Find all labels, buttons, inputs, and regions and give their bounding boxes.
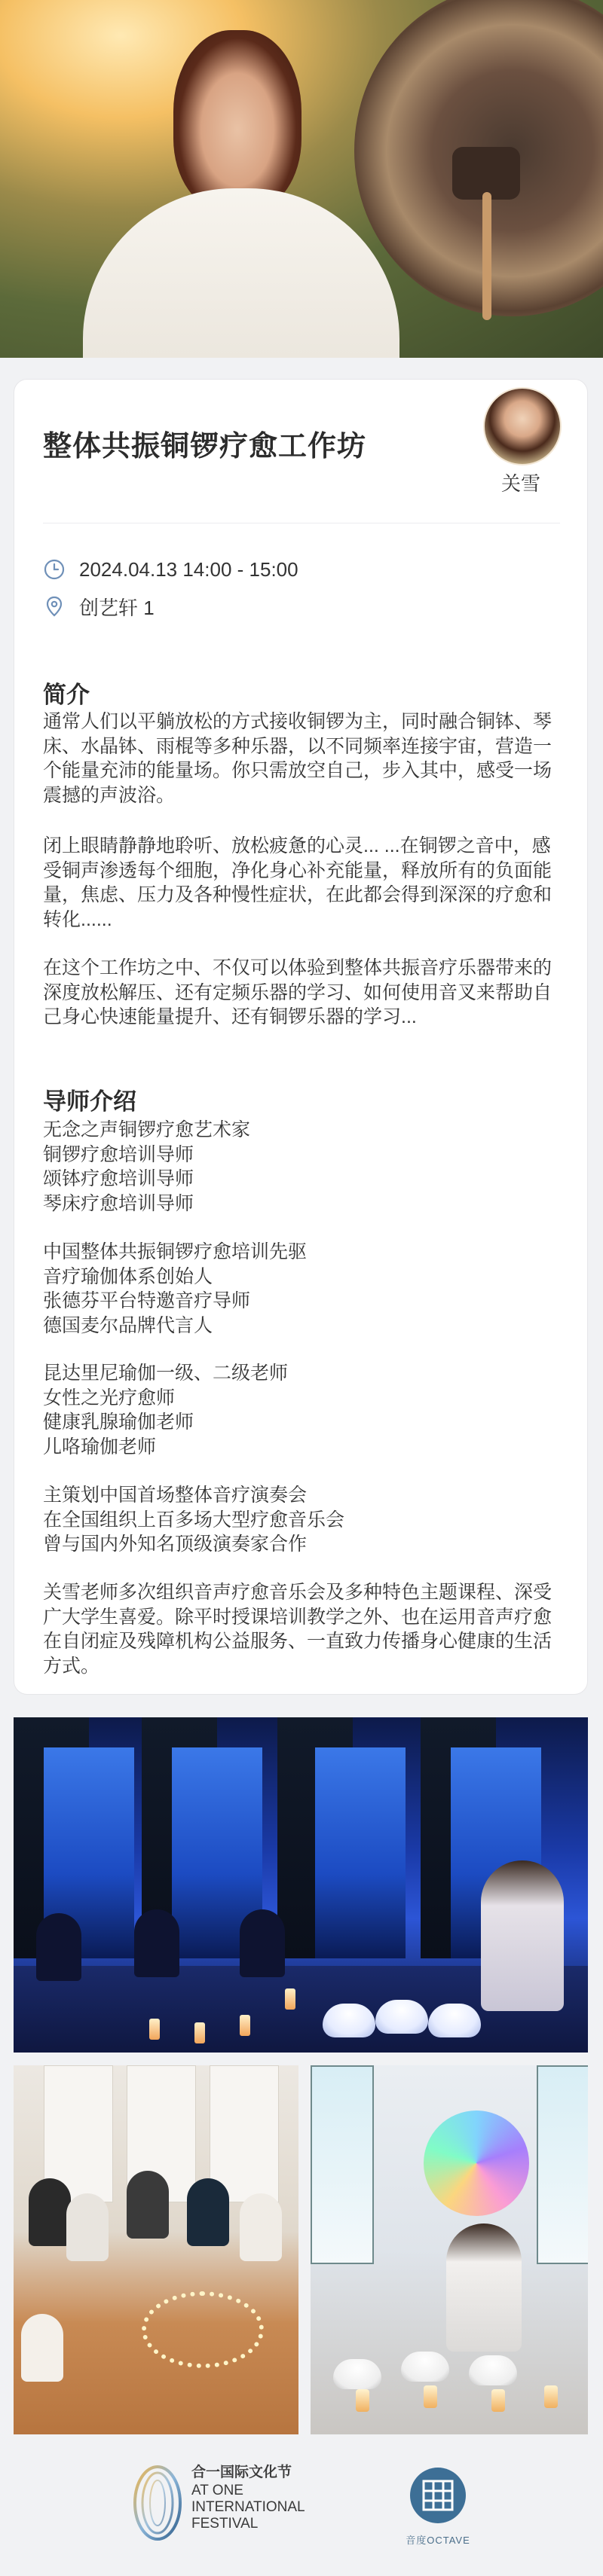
mentor-line: 健康乳腺瑜伽老师 xyxy=(43,1412,194,1433)
event-time-row xyxy=(43,557,298,582)
host-robe xyxy=(83,188,399,358)
candle xyxy=(194,2022,205,2043)
audience-member xyxy=(134,1909,179,1977)
participant xyxy=(29,2178,71,2246)
event-location: 创艺轩 1 xyxy=(79,596,155,619)
event-datetime: 2024.04.13 14:00 - 15:00 xyxy=(79,557,298,581)
singing-bowl xyxy=(428,2004,481,2037)
mentor-line: 曾与国内外知名顶级演奏家合作 xyxy=(43,1534,308,1555)
host-avatar[interactable] xyxy=(483,387,562,465)
candle xyxy=(240,2015,250,2036)
candle xyxy=(491,2389,505,2412)
mentor-line: 昆达里尼瑜伽一级、二级老师 xyxy=(43,1363,289,1384)
mentor-closing: 关雪老师多次组织音声疗愈音乐会及多种特色主题课程、深受广大学生喜爱。除平时授课培训教学之外、也在运用音声疗愈在自闭症及残障机构公益服务、一直致力传播身心健康的生活方式。 xyxy=(43,1582,552,1677)
mentor-group xyxy=(43,1240,562,1338)
octave-logo xyxy=(407,2466,469,2525)
mentor-line: 音疗瑜伽体系创始人 xyxy=(43,1265,213,1287)
mentor-line: 颂钵疗愈培训导师 xyxy=(43,1168,194,1189)
singing-bowl xyxy=(375,2000,428,2034)
workshop-circle-photo xyxy=(14,2065,298,2434)
participant xyxy=(187,2178,229,2246)
mentor-line: 张德芬平台特邀音疗导师 xyxy=(43,1290,251,1311)
crystal-disc xyxy=(424,2111,529,2216)
location-pin-icon xyxy=(43,595,66,618)
intro-paragraph: 通常人们以平躺放松的方式接收铜锣为主，同时融合铜钵、琴床、水晶钵、雨棍等多种乐器，以不同频率连接宇宙，营造一个能量充沛的能量场。你只需放空自己，步入其中，感受一场震撼的声波浴。 xyxy=(43,711,552,806)
singing-bowl xyxy=(401,2352,449,2382)
intro-heading: 简介 xyxy=(43,682,90,708)
mentor-line: 铜锣疗愈培训导师 xyxy=(43,1143,194,1165)
hero-photo xyxy=(0,0,603,358)
mentor-line: 在全国组织上百多场大型疗愈音乐会 xyxy=(43,1509,345,1531)
mentor-group xyxy=(43,1361,562,1459)
candle xyxy=(356,2389,369,2412)
mentor-line: 德国麦尔品牌代言人 xyxy=(43,1314,213,1336)
intro-paragraph: 在这个工作坊之中、不仅可以体验到整体共振音疗乐器带来的深度放松解压、还有定频乐器的学习、如何使用音叉来帮助自己身心快速能量提升、还有铜锣乐器的学习... xyxy=(43,957,552,1027)
host-name[interactable]: 关雪 xyxy=(500,472,540,495)
audience-member xyxy=(36,1913,81,1981)
participant xyxy=(66,2193,109,2261)
participant xyxy=(21,2314,63,2382)
mentor-line: 无念之声铜锣疗愈艺术家 xyxy=(43,1119,251,1140)
audience-member xyxy=(240,1909,285,1977)
octave-caption: 音度OCTAVE xyxy=(406,2535,470,2546)
mentor-line: 主策划中国首场整体音疗演奏会 xyxy=(43,1485,308,1506)
logo-en-line: FESTIVAL xyxy=(191,2516,259,2532)
singing-bowl xyxy=(469,2355,517,2385)
mentor-line: 琴床疗愈培训导师 xyxy=(43,1192,194,1214)
candle xyxy=(544,2385,558,2408)
blue-light xyxy=(315,1747,406,1958)
candle xyxy=(424,2385,437,2408)
mallet-handle xyxy=(482,192,491,320)
singing-bowl xyxy=(323,2004,375,2037)
mentor-line: 儿咯瑜伽老师 xyxy=(43,1436,157,1457)
mentor-heading: 导师介绍 xyxy=(43,1088,136,1115)
participant xyxy=(127,2171,169,2239)
performer xyxy=(446,2223,522,2352)
performer xyxy=(481,1860,564,2011)
logo-zh-name: 合一国际文化节 xyxy=(191,2465,292,2480)
singing-bowl xyxy=(333,2359,381,2389)
logo-en-line: AT ONE xyxy=(191,2483,243,2498)
clock-icon xyxy=(43,558,66,581)
candle xyxy=(149,2019,160,2040)
crystal-performance-photo xyxy=(311,2065,588,2434)
mentor-line: 女性之光疗愈师 xyxy=(43,1387,176,1409)
mentor-group xyxy=(43,1483,562,1557)
window xyxy=(311,2065,374,2264)
logo-en-line: INTERNATIONAL xyxy=(191,2499,305,2515)
event-title: 整体共振铜锣疗愈工作坊 xyxy=(43,431,367,462)
mentor-group xyxy=(43,1118,562,1216)
at-one-festival-logo xyxy=(130,2462,185,2544)
concert-photo xyxy=(14,1717,588,2053)
host-portrait xyxy=(173,30,302,211)
participant xyxy=(240,2193,282,2261)
intro-paragraph: 闭上眼睛静静地聆听、放松疲惫的心灵... ...在铜锣之音中，感受铜声渗透每个细胞，净化身心补充能量，释放所有的负面能量，焦虑、压力及各种慢性症状，在此都会得到深深的疗愈和转化...... xyxy=(43,835,552,930)
candle xyxy=(285,1988,295,2010)
candle-ring xyxy=(142,2291,264,2368)
event-location-row[interactable] xyxy=(43,594,155,619)
window xyxy=(537,2065,588,2264)
at-one-festival-text xyxy=(191,2465,342,2532)
event-info-card xyxy=(14,379,588,1695)
mentor-line: 中国整体共振铜锣疗愈培训先驱 xyxy=(43,1241,308,1262)
